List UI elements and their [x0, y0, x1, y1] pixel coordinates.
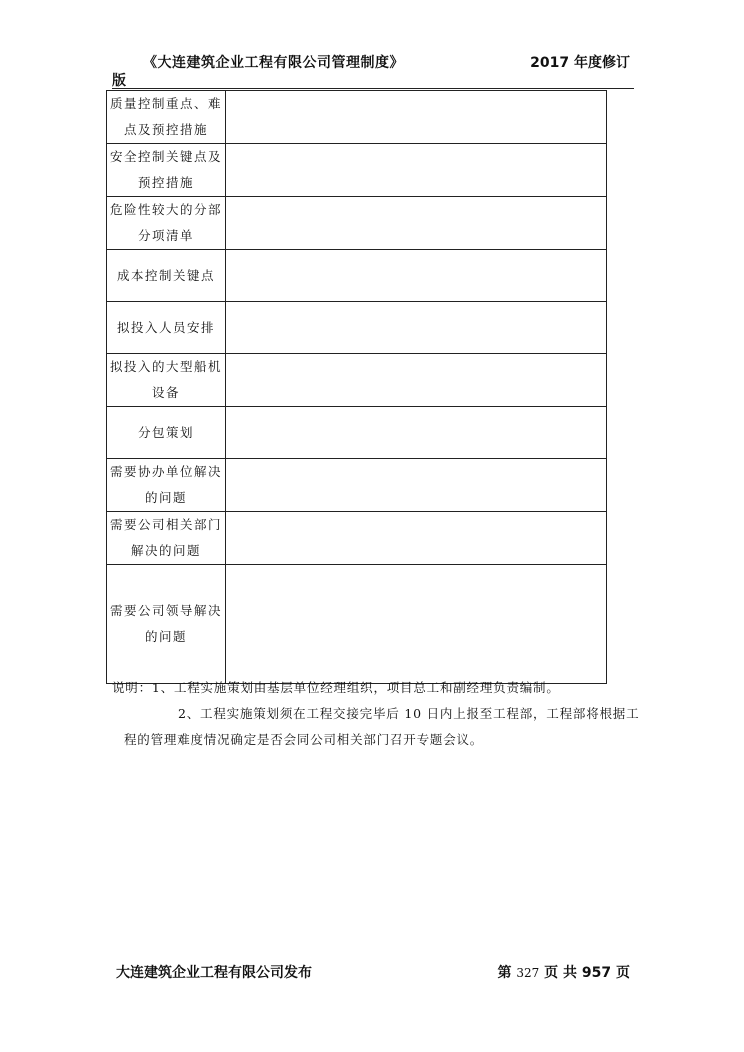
table-row [107, 459, 607, 512]
table-row [107, 250, 607, 302]
document-header-title: 《大连建筑企业工程有限公司管理制度》 [143, 55, 404, 71]
row-label-leadership-issues: 需要公司领导解决的问题 [107, 565, 226, 684]
row-label-partner-issues: 需要协办单位解决的问题 [107, 459, 226, 512]
row-value-hazard [226, 197, 607, 250]
document-header-year: 2017 年度修订 [530, 55, 630, 71]
table-row [107, 91, 607, 144]
table-row [107, 407, 607, 459]
footer-page-number [497, 962, 630, 982]
row-value-department-issues [226, 512, 607, 565]
table-row [107, 354, 607, 407]
row-value-quality [226, 91, 607, 144]
header-divider [112, 88, 634, 89]
page-mid: 页 共 [544, 965, 578, 981]
row-value-subcontract [226, 407, 607, 459]
row-label-personnel: 拟投入人员安排 [107, 302, 226, 354]
footer-publisher: 大连建筑企业工程有限公司发布 [116, 965, 312, 981]
note-line-3: 程的管理难度情况确定是否会同公司相关部门召开专题会议。 [124, 732, 484, 747]
table-row [107, 565, 607, 684]
row-value-safety [226, 144, 607, 197]
table-row [107, 197, 607, 250]
row-value-partner-issues [226, 459, 607, 512]
planning-table [106, 90, 607, 684]
page-current: 327 [516, 966, 540, 980]
page-prefix: 第 [497, 965, 512, 981]
row-label-hazard: 危险性较大的分部分项清单 [107, 197, 226, 250]
row-value-equipment [226, 354, 607, 407]
table-row [107, 512, 607, 565]
table-row [107, 144, 607, 197]
row-label-cost: 成本控制关键点 [107, 250, 226, 302]
page-total: 957 [581, 965, 612, 981]
row-value-cost [226, 250, 607, 302]
document-header-edition: 版 [112, 73, 126, 89]
note-line-1: 说明：1、工程实施策划由基层单位经理组织，项目总工和副经理负责编制。 [112, 680, 560, 695]
row-value-leadership-issues [226, 565, 607, 684]
row-label-department-issues: 需要公司相关部门解决的问题 [107, 512, 226, 565]
table-row [107, 302, 607, 354]
row-label-subcontract: 分包策划 [107, 407, 226, 459]
note-line-2: 2、工程实施策划须在工程交接完毕后 10 日内上报至工程部，工程部将根据工 [178, 706, 640, 721]
row-label-quality: 质量控制重点、难点及预控措施 [107, 91, 226, 144]
page-suffix: 页 [616, 965, 630, 981]
row-label-safety: 安全控制关键点及预控措施 [107, 144, 226, 197]
row-label-equipment: 拟投入的大型船机设备 [107, 354, 226, 407]
row-value-personnel [226, 302, 607, 354]
